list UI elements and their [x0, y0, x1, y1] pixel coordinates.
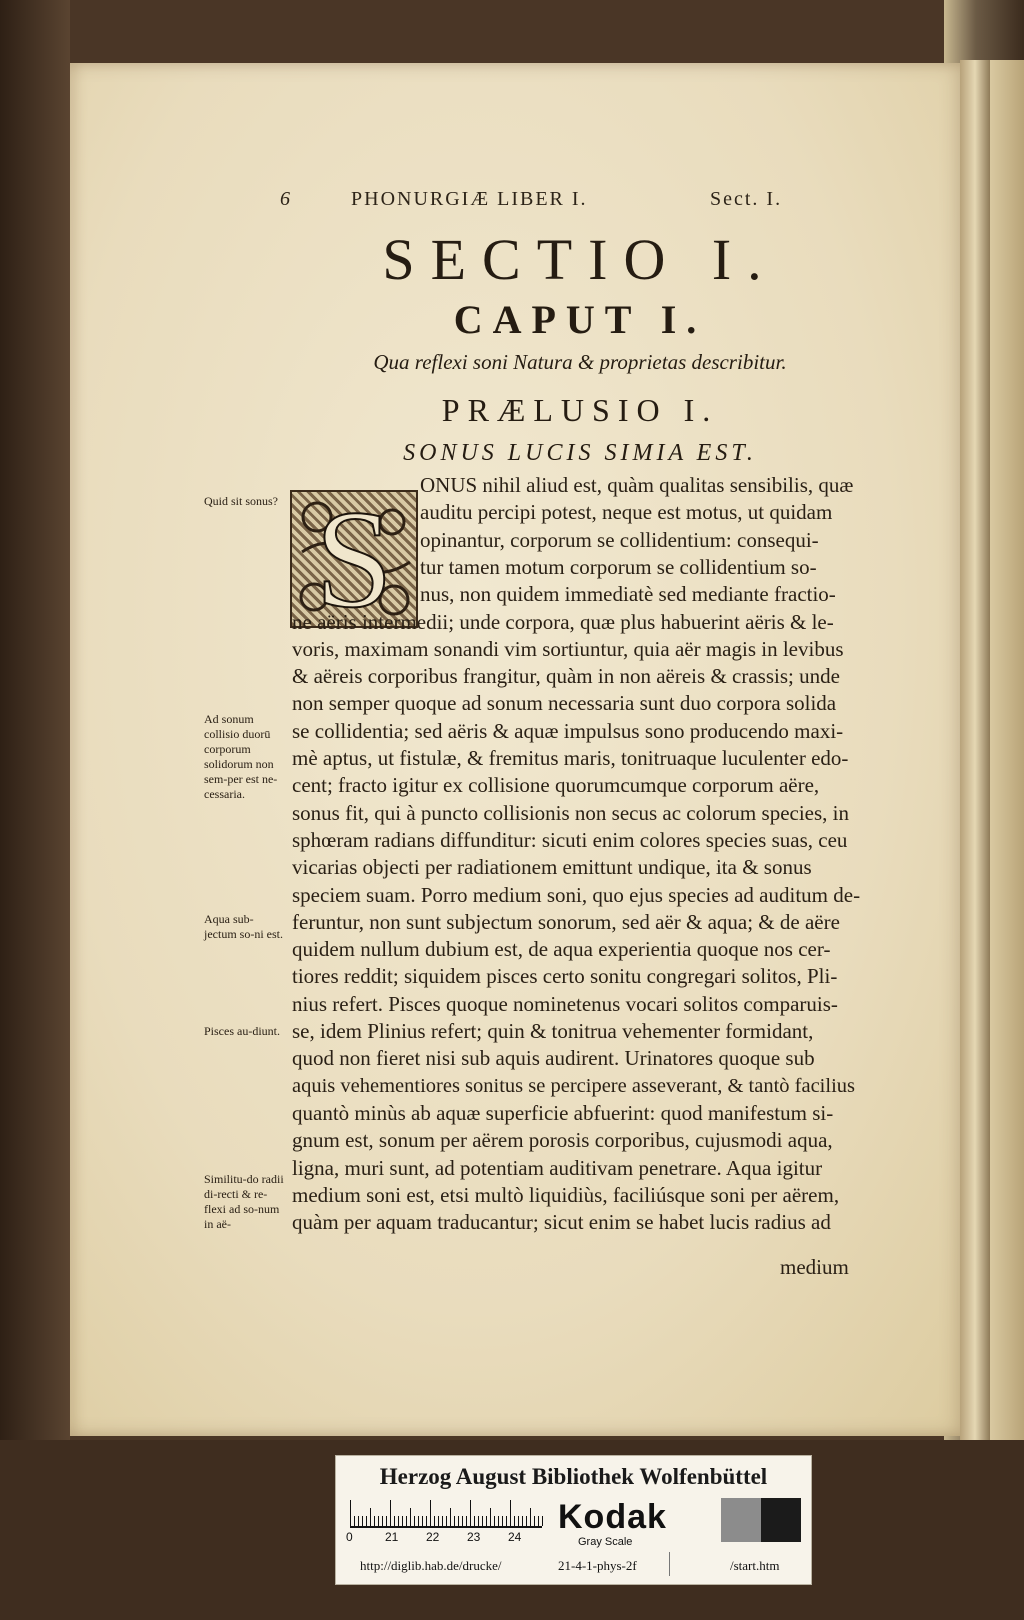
margin-note: Quid sit sonus?	[204, 494, 279, 508]
ruler-tick	[530, 1508, 531, 1526]
start-link: /start.htm	[730, 1558, 780, 1573]
ruler-tick	[366, 1516, 367, 1526]
ruler-tick	[526, 1516, 527, 1526]
source-url: http://diglib.hab.de/drucke/	[360, 1558, 502, 1573]
ruler-tick	[394, 1516, 395, 1526]
page-gutter-shadow	[960, 60, 990, 1440]
ruler-tick	[490, 1508, 491, 1526]
ruler-tick	[462, 1516, 463, 1526]
ruler-tick	[374, 1516, 375, 1526]
ruler-tick	[434, 1516, 435, 1526]
text-line: speciem suam. Porro medium soni, quo ejus species ad auditum de-	[292, 882, 861, 907]
ruler-tick	[466, 1516, 467, 1526]
text-line: tiores reddit; siquidem pisces certo sonitu congregari solitos, Pli-	[292, 964, 838, 989]
thesis-heading: SONUS LUCIS SIMIA EST.	[403, 440, 757, 466]
ruler-tick	[450, 1508, 451, 1526]
initial-letter: S	[315, 482, 393, 637]
ruler-tick	[406, 1516, 407, 1526]
text-line: se, idem Plinius refert; quin & tonitrua vehementer formidant,	[292, 1019, 814, 1043]
text-line: sonus fit, qui à puncto collisionis non secus ac colorum species, in	[292, 800, 849, 825]
ruler-tick	[478, 1516, 479, 1526]
facing-page-edge	[990, 60, 1024, 1440]
scan-background-left	[0, 0, 70, 1620]
ruler-tick	[422, 1516, 423, 1526]
ruler-tick	[498, 1516, 499, 1526]
decorated-initial	[290, 482, 418, 637]
shelfmark: 21-4-1-phys-2f	[558, 1558, 637, 1573]
text-line: voris, maximam sonandi vim sortiuntur, quia aër magis in levibus	[292, 636, 844, 661]
scale-number: 0	[346, 1530, 353, 1544]
ruler-tick	[418, 1516, 419, 1526]
ruler-tick	[358, 1516, 359, 1526]
ruler-tick	[410, 1508, 411, 1526]
library-name: Herzog August Bibliothek Wolfenbüttel	[379, 1464, 768, 1489]
scale-number: 23	[467, 1530, 481, 1544]
text-line: quidem nullum dubium est, de aqua experientia quoque nos cer-	[292, 937, 831, 962]
ruler-tick	[486, 1516, 487, 1526]
text-line: cent; fracto igitur ex collisione quorumcumque corporum aëre,	[292, 773, 820, 798]
ruler-tick	[442, 1516, 443, 1526]
text-line: quantò minùs ab aquæ superficie abfuerint: quod manifestum si-	[292, 1100, 834, 1125]
text-line: vicarias objecti per radiationem emittunt undique, ita & sonus	[292, 855, 812, 880]
scale-number: 24	[508, 1530, 522, 1544]
chapter-subtitle: Qua reflexi soni Natura & proprietas describitur.	[373, 350, 787, 374]
ruler-tick	[474, 1516, 475, 1526]
section-reference: Sect. I.	[710, 188, 783, 210]
ruler-tick	[522, 1516, 523, 1526]
text-line: opinantur, corporum se collidentium: consequi-	[420, 527, 819, 552]
measurement-ruler	[350, 1498, 542, 1528]
ruler-tick	[354, 1516, 355, 1526]
scale-number: 21	[385, 1530, 399, 1544]
black-patch	[761, 1498, 801, 1542]
ruler-tick	[454, 1516, 455, 1526]
ruler-tick	[446, 1516, 447, 1526]
ruler-tick	[386, 1516, 387, 1526]
page-number: 6	[280, 188, 292, 210]
ruler-tick	[382, 1516, 383, 1526]
ruler-tick	[350, 1500, 351, 1526]
color-target-card	[335, 1455, 812, 1585]
ruler-tick	[494, 1516, 495, 1526]
text-line: quàm per aquam traducantur; sicut enim se habet lucis radius ad	[292, 1210, 831, 1235]
running-header	[280, 188, 800, 211]
scale-number: 22	[426, 1530, 440, 1544]
text-line: medium soni est, etsi multò liquidiùs, faciliúsque soni per aërem,	[292, 1182, 840, 1207]
ruler-tick	[362, 1516, 363, 1526]
text-line: auditu percipi potest, neque est motus, ut quidam	[420, 500, 833, 525]
text-line: ligna, muri sunt, ad potentiam auditivam penetrare. Aqua igitur	[292, 1155, 823, 1180]
ruler-tick	[506, 1516, 507, 1526]
text-line: quod non fieret nisi sub aquis audirent. Urinatores quoque sub	[292, 1046, 815, 1071]
text-line: gnum est, sonum per aërem porosis corporibus, cujusmodi aqua,	[292, 1128, 833, 1153]
ruler-tick	[390, 1500, 391, 1526]
gray-patch	[721, 1498, 761, 1542]
text-line: & aëreis corporibus frangitur, quàm in non aëreis & crassis; unde	[292, 664, 840, 689]
text-line: ne aëris intermedii; unde corpora, quæ plus habuerint aëris & le-	[292, 609, 834, 634]
text-line: nius refert. Pisces quoque nominetenus vocari solitos comparuis-	[292, 991, 838, 1016]
margin-note: Aqua sub-jectum so-ni est.	[204, 912, 283, 941]
catchword: medium	[780, 1255, 849, 1279]
ruler-tick	[398, 1516, 399, 1526]
text-line: se collidentia; sed aëris & aquæ impulsus sono producendo maxi-	[292, 718, 844, 743]
text-line: mè aptus, ut fistulæ, & fremitus maris, tonitruaque luculenter edo-	[292, 746, 849, 770]
ruler-tick	[482, 1516, 483, 1526]
gray-scale-label: Gray Scale	[578, 1536, 633, 1548]
ruler-tick	[510, 1500, 511, 1526]
text-line: tur tamen motum corporum se collidentium so-	[420, 554, 817, 579]
ruler-tick	[438, 1516, 439, 1526]
ruler-tick	[518, 1516, 519, 1526]
margin-note: Ad sonum collisio duorū corporum solidorum non sem-per est ne-cessaria.	[204, 712, 278, 801]
text-line: ONUS nihil aliud est, quàm qualitas sensibilis, quæ	[420, 473, 854, 497]
text-line: aquis vehementiores sonitus se percipere asseverant, & tantò facilius	[292, 1074, 855, 1097]
section-heading: SECTIO I.	[382, 227, 778, 292]
margin-note: Pisces au-diunt.	[204, 1024, 280, 1038]
ruler-tick	[378, 1516, 379, 1526]
ruler-tick	[514, 1516, 515, 1526]
divider	[669, 1552, 670, 1576]
margin-note: Similitu-do radii di-recti & re-flexi ad so-num in aë-	[204, 1172, 284, 1231]
text-line: sphœram radians diffunditur: sicuti enim colores species suas, ceu	[292, 827, 848, 852]
text-line: feruntur, non sunt subjectum sonorum, sed aër & aqua; & de aëre	[292, 909, 840, 934]
ruler-tick	[414, 1516, 415, 1526]
ruler-tick	[470, 1500, 471, 1526]
ruler-tick	[502, 1516, 503, 1526]
ruler-tick	[542, 1516, 543, 1526]
ruler-tick	[538, 1516, 539, 1526]
ruler-tick	[430, 1500, 431, 1526]
text-line: non semper quoque ad sonum necessaria sunt duo corpora solida	[292, 691, 837, 716]
ruler-tick	[458, 1516, 459, 1526]
ruler-tick	[534, 1516, 535, 1526]
praelusio-heading: PRÆLUSIO I.	[441, 392, 719, 428]
ruler-tick	[402, 1516, 403, 1526]
kodak-logo: Kodak	[558, 1498, 667, 1536]
ruler-tick	[370, 1508, 371, 1526]
running-title: PHONURGIÆ LIBER I.	[351, 188, 588, 210]
chapter-heading: CAPUT I.	[453, 297, 707, 342]
ruler-tick	[426, 1516, 427, 1526]
text-line: nus, non quidem immediatè sed mediante fractio-	[420, 582, 836, 607]
